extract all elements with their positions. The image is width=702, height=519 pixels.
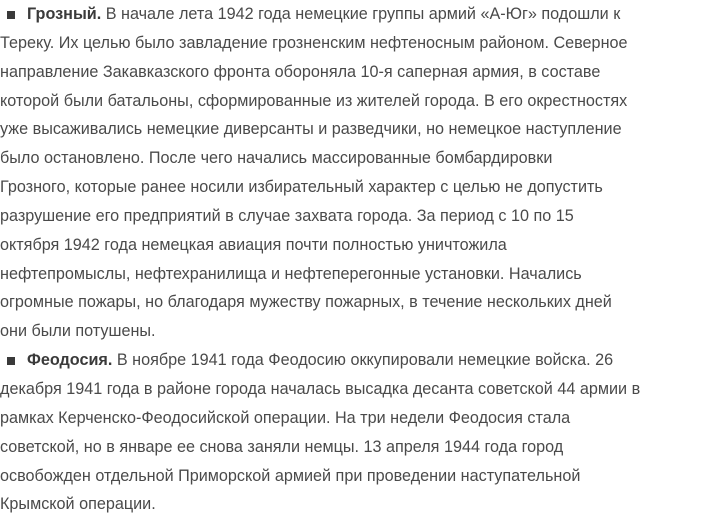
list-item-feodosia	[0, 346, 702, 519]
text-line: Крымской операции.	[0, 495, 156, 514]
text-line: направление Закавказского фронта обороняла 10-я саперная армия, в составе	[0, 62, 601, 81]
text-line: Тереку. Их целью было завладение грозненским нефтеносным районом. Северное	[0, 33, 628, 52]
text-line: советской, но в январе ее снова заняли немцы. 13 апреля 1944 года город	[0, 437, 564, 456]
text-line: разрушение его предприятий в случае захвата города. За период с 10 по 15	[0, 206, 574, 225]
square-bullet-icon	[7, 11, 15, 19]
text-line: освобожден отдельной Приморской армией при проведении наступательной	[0, 466, 581, 485]
text-line: октября 1942 года немецкая авиация почти полностью уничтожила	[0, 235, 507, 254]
text-line: было остановлено. После чего начались массированные бомбардировки	[0, 149, 553, 168]
text-line	[27, 346, 702, 375]
text-line: огромные пожары, но благодаря мужеству пожарных, в течение нескольких дней	[0, 293, 612, 312]
text-line: нефтепромыслы, нефтехранилища и нефтеперегонные установки. Начались	[0, 264, 582, 283]
text-line: уже высаживались немецкие диверсанты и разведчики, но немецкое наступление	[0, 120, 622, 139]
text-line: Грозного, которые ранее носили избирательный характер с целью не допустить	[0, 178, 603, 197]
square-bullet-icon	[7, 357, 15, 365]
city-name: Феодосия.	[27, 351, 113, 370]
text-line: они были потушены.	[0, 322, 156, 341]
text-segment: В ноябре 1941 года Феодосию оккупировали немецкие войска. 26	[116, 351, 614, 370]
text-line	[27, 0, 702, 29]
text-line: рамках Керченско-Феодосийской операции. На три недели Феодосия стала	[0, 408, 571, 427]
text-line: декабря 1941 года в районе города началась высадка десанта советской 44 армии в	[0, 379, 641, 398]
city-name: Грозный.	[27, 5, 102, 23]
list-item-text	[0, 346, 702, 519]
text-line: которой были батальоны, сформированные из жителей города. В его окрестностях	[0, 91, 628, 110]
text-segment: В начале лета 1942 года немецкие группы армий «А-Юг» подошли к	[105, 5, 621, 23]
